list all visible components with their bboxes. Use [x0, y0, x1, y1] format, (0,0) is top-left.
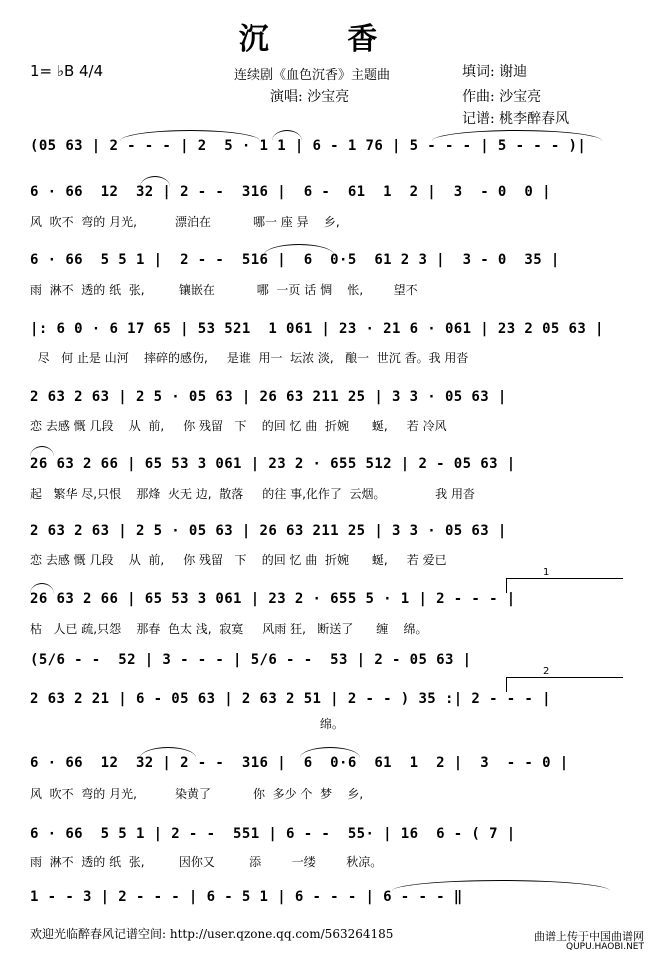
score-line: 6 · 66 12 32 | 2 - - 316 | 6 - 61 1 2 | 3 - 0 0 | — [30, 184, 551, 200]
transcriber: 记谱: 桃李醉春风 — [462, 111, 570, 127]
score-line: 6 · 66 5 5 1 | 2 - - 516 | 6 0·5 61 2 3 | 3 - 0 35 | — [30, 252, 560, 268]
slur-mark — [392, 880, 610, 891]
second-ending-bracket: 2 — [506, 677, 623, 692]
key-signature: 1= ♭B 4/4 — [30, 62, 104, 80]
score-line: 2 63 2 21 | 6 - 05 63 | 2 63 2 51 | 2 - - ) 35 :| 2 - - - | — [30, 691, 551, 707]
slur-mark — [140, 747, 196, 758]
lyric-line: 风 吹不 弯的 月光, 漂泊在 哪一 座 异 乡, — [30, 215, 340, 229]
score-line: |: 6 0 · 6 17 65 | 53 521 1 061 | 23 · 21 6 · 061 | 23 2 05 63 | — [30, 321, 604, 337]
score-line: (5/6 - - 52 | 3 - - - | 5/6 - - 53 | 2 - 05 63 | — [30, 652, 472, 668]
watermark-url: QUPU.HAOBI.NET — [565, 942, 644, 952]
lyric-line: 雨 淋不 透的 纸 张, 因你又 添 一缕 秋凉。 — [30, 855, 383, 869]
lyric-line: 绵。 — [30, 717, 344, 731]
lyric-line: 恋 去感 慨 几段 从 前, 你 残留 下 的回 忆 曲 折婉 蜒, 若 爱已 — [30, 553, 447, 567]
composer: 作曲: 沙宝亮 — [462, 89, 542, 105]
slur-mark — [30, 446, 54, 457]
subtitle: 连续剧《血色沉香》主题曲 — [234, 68, 391, 83]
lyric-line: 恋 去感 慨 几段 从 前, 你 残留 下 的回 忆 曲 折婉 蜒, 若 冷风 — [30, 419, 447, 433]
slur-mark — [120, 130, 260, 141]
singer: 演唱: 沙宝亮 — [270, 89, 350, 105]
lyric-line: 枯 人已 疏,只怨 那春 色太 浅, 寂寞 风雨 狂, 断送了 缠 绵。 — [30, 622, 428, 636]
lyric-line: 雨 淋不 透的 纸 张, 镶嵌在 哪 一页 话 惆 怅, 望不 — [30, 283, 418, 297]
footer-credit: 欢迎光临醉春风记谱空间: http://user.qzone.qq.com/563264185 — [30, 927, 394, 941]
slur-mark — [272, 130, 302, 141]
score-line: 6 · 66 5 5 1 | 2 - - 551 | 6 - - 55· | 16 6 - ( 7 | — [30, 826, 516, 842]
first-ending-bracket: 1 — [506, 578, 623, 593]
score-line: 6 · 66 12 32 | 2 - - 316 | 6 0·6 61 1 2 | 3 - - 0 | — [30, 755, 569, 771]
lyricist: 填词: 谢迪 — [462, 64, 528, 80]
lyric-line: 风 吹不 弯的 月光, 染黄了 你 多少 个 梦 乡, — [30, 787, 364, 801]
score-line: (05 63 | 2 - - - | 2 5 · 1 1 | 6 - 1 76 | 5 - - - | 5 - - - )| — [30, 138, 587, 154]
score-line: 2 63 2 63 | 2 5 · 05 63 | 26 63 211 25 | 3 3 · 05 63 | — [30, 389, 507, 405]
slur-mark — [264, 244, 334, 255]
score-line: 26 63 2 66 | 65 53 3 061 | 23 2 · 655 5 · 1 | 2 - - - | — [30, 591, 516, 607]
slur-mark — [300, 747, 360, 758]
score-line: 2 63 2 63 | 2 5 · 05 63 | 26 63 211 25 | 3 3 · 05 63 | — [30, 523, 507, 539]
score-line: 26 63 2 66 | 65 53 3 061 | 23 2 · 655 512 | 2 - 05 63 | — [30, 456, 516, 472]
slur-mark — [432, 130, 602, 141]
watermark: 曲谱上传于中国曲谱网 — [534, 930, 644, 943]
lyric-line: 起 繁华 尽,只恨 那烽 火无 边, 散落 的往 事,化作了 云烟。 我 用沓 — [30, 487, 475, 501]
slur-mark — [140, 176, 170, 187]
slur-mark — [30, 583, 54, 594]
lyric-line: 尽 何 止是 山河 摔碎的感伤, 是谁 用一 坛浓 淡, 酿一 世沉 香。我 用沓 — [30, 351, 469, 365]
song-title: 沉 香 — [238, 22, 412, 57]
score-line: 1 - - 3 | 2 - - - | 6 - 5 1 | 6 - - - | 6 - - - ‖ — [30, 889, 463, 905]
